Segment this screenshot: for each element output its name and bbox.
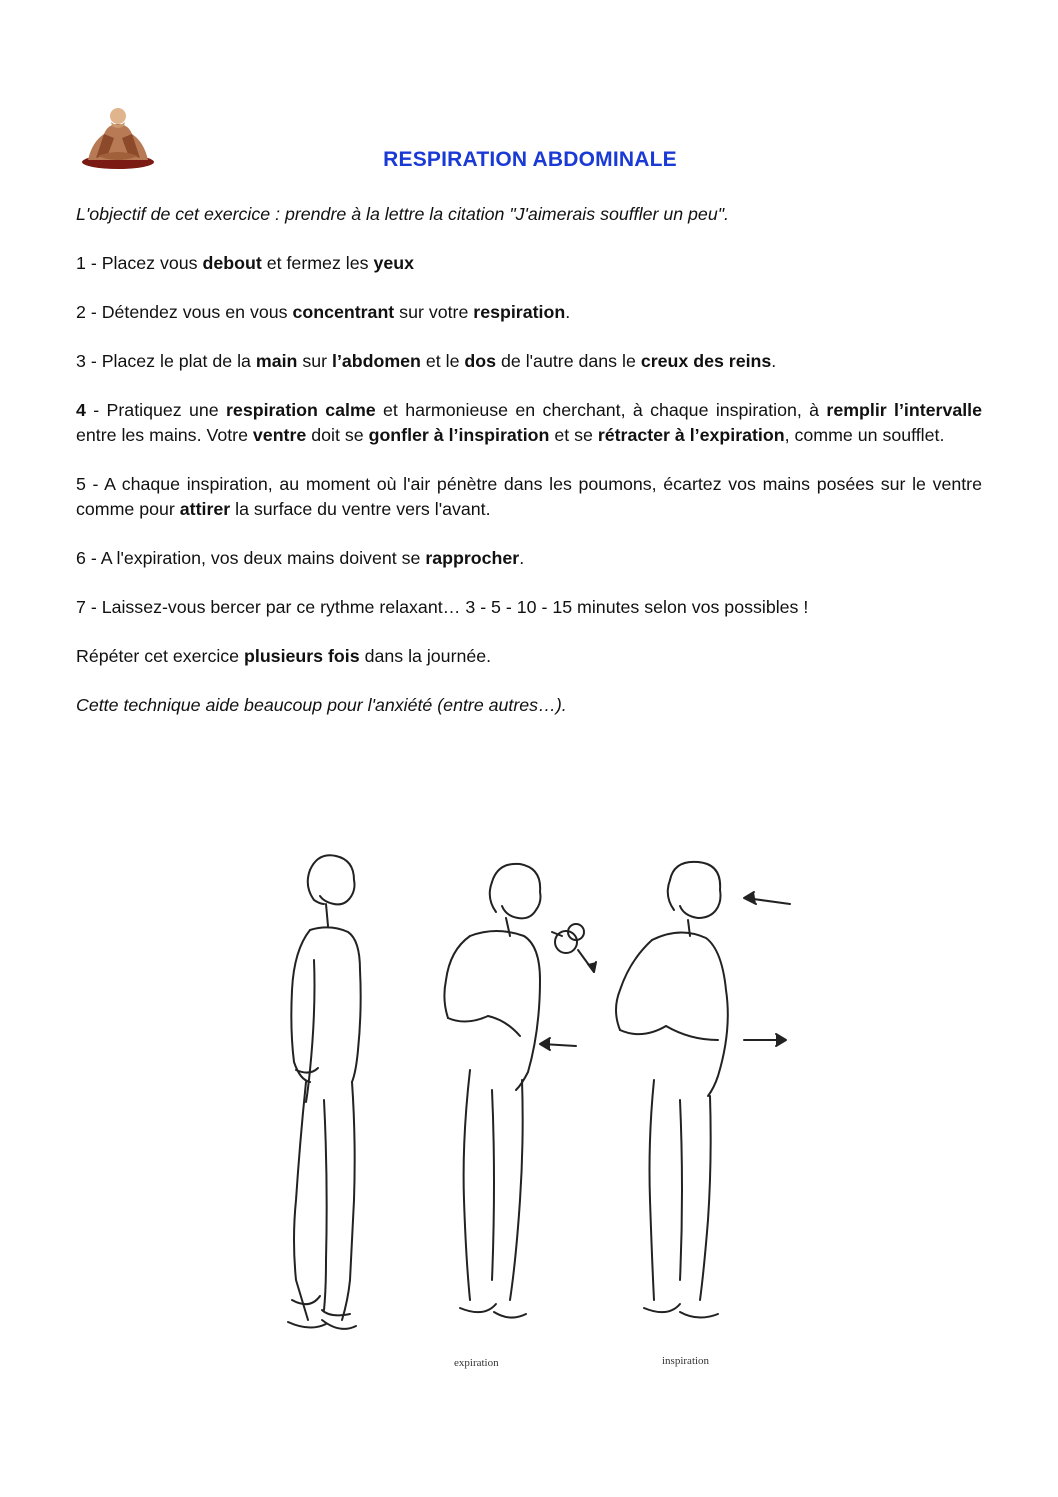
step-7: 7 - Laissez-vous bercer par ce rythme relaxant… 3 - 5 - 10 - 15 minutes selon vos possibles ! bbox=[76, 597, 809, 617]
step-1: 1 - Placez vous debout et fermez les yeux bbox=[76, 253, 414, 273]
repeat-paragraph: Répéter cet exercice plusieurs fois dans la journée. bbox=[76, 646, 492, 666]
outro-paragraph: Cette technique aide beaucoup pour l'anxiété (entre autres…). bbox=[76, 695, 567, 715]
document-body bbox=[76, 202, 982, 742]
caption-expiration: expiration bbox=[454, 1357, 499, 1369]
step-5: 5 - A chaque inspiration, au moment où l'air pénètre dans les poumons, écartez vos mains posées sur le ventre comme pour attirer la surface du ventre vers l'avant. bbox=[76, 474, 982, 519]
step-6: 6 - A l'expiration, vos deux mains doivent se rapprocher. bbox=[76, 548, 525, 568]
step-2: 2 - Détendez vous en vous concentrant sur votre respiration. bbox=[76, 302, 571, 322]
page-title: RESPIRATION ABDOMINALE bbox=[383, 148, 677, 171]
step-4: 4 - Pratiquez une respiration calme et harmonieuse en cherchant, à chaque inspiration, à remplir l’intervalle entre les mains. Votre ventre doit se gonfler à l’inspiration et se rétracter à l’expiration, comme un soufflet. bbox=[76, 400, 982, 445]
intro-paragraph: L'objectif de cet exercice : prendre à la lettre la citation "J'aimerais souffler un peu". bbox=[76, 204, 729, 224]
step-3: 3 - Placez le plat de la main sur l’abdomen et le dos de l'autre dans le creux des reins. bbox=[76, 351, 777, 371]
figure-rest bbox=[288, 855, 361, 1329]
figure-inspiration bbox=[616, 862, 790, 1318]
breathing-figures-illustration bbox=[270, 840, 810, 1385]
figure-expiration bbox=[444, 864, 596, 1318]
caption-inspiration: inspiration bbox=[662, 1355, 710, 1367]
